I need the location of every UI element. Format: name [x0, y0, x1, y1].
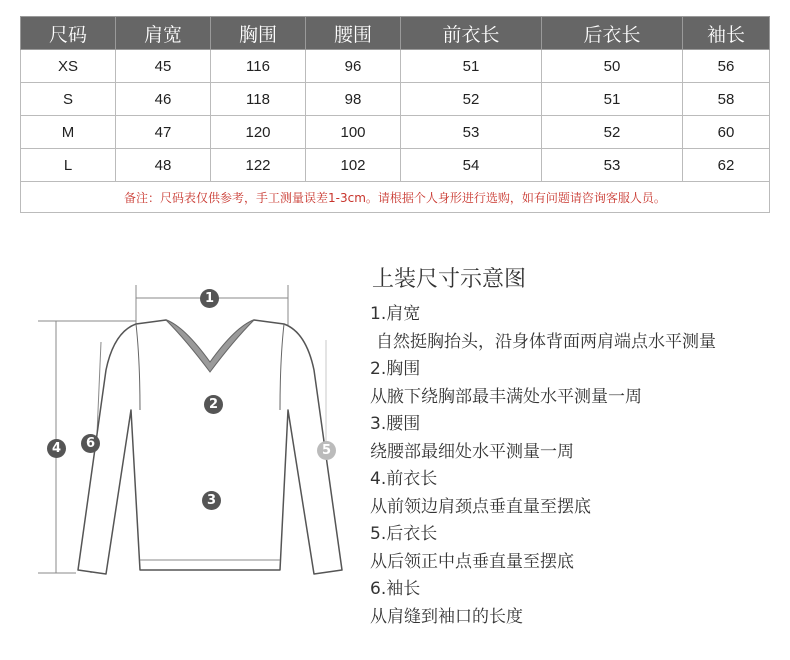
header-shoulder: 肩宽 [116, 17, 211, 50]
marker-3: 3 [202, 491, 221, 510]
table-cell: 60 [683, 116, 770, 149]
table-cell: 100 [306, 116, 401, 149]
guide-item-label: 5.后衣长 [370, 524, 438, 544]
table-cell: 53 [542, 149, 683, 182]
garment-diagram [36, 280, 354, 580]
table-row [21, 116, 770, 149]
table-cell: 58 [683, 83, 770, 116]
header-waist: 腰围 [306, 17, 401, 50]
guide-item-desc: 绕腰部最细处水平测量一周 [370, 441, 574, 462]
table-cell: 116 [211, 50, 306, 83]
header-back-length: 后衣长 [542, 17, 683, 50]
marker-1: 1 [200, 289, 219, 308]
header-front-length: 前衣长 [401, 17, 542, 50]
table-cell: 51 [542, 83, 683, 116]
table-cell: M [21, 116, 116, 149]
marker-4: 4 [47, 439, 66, 458]
table-cell: 48 [116, 149, 211, 182]
guide-item-desc: 从腋下绕胸部最丰满处水平测量一周 [370, 386, 642, 407]
table-cell: 51 [401, 50, 542, 83]
marker-2: 2 [204, 395, 223, 414]
table-cell: L [21, 149, 116, 182]
table-cell: XS [21, 50, 116, 83]
guide-item-label: 1.肩宽 [370, 304, 421, 324]
table-cell: 98 [306, 83, 401, 116]
sweater-outline [36, 280, 354, 580]
table-cell: 96 [306, 50, 401, 83]
header-size: 尺码 [21, 17, 116, 50]
header-sleeve: 袖长 [683, 17, 770, 50]
table-cell: 62 [683, 149, 770, 182]
table-cell: 52 [542, 116, 683, 149]
guide-item-desc: 从前领边肩颈点垂直量至摆底 [370, 496, 591, 517]
table-cell: 56 [683, 50, 770, 83]
header-chest: 胸围 [211, 17, 306, 50]
table-row [21, 50, 770, 83]
guide-item-desc: 从肩缝到袖口的长度 [370, 606, 523, 627]
table-cell: 122 [211, 149, 306, 182]
table-row [21, 149, 770, 182]
table-cell: 46 [116, 83, 211, 116]
diagram-title: 上装尺寸示意图 [372, 267, 527, 292]
measurement-guide [370, 301, 780, 631]
table-cell: 53 [401, 116, 542, 149]
table-header-row [21, 17, 770, 50]
guide-item-label: 6.袖长 [370, 579, 421, 599]
table-note: 备注：尺码表仅供参考，手工测量误差1-3cm。请根据个人身形进行选购，如有问题请咨询客服人员。 [21, 182, 770, 213]
guide-item-desc: 自然挺胸抬头，沿身体背面两肩端点水平测量 [376, 331, 716, 352]
guide-item-desc: 从后领正中点垂直量至摆底 [370, 551, 574, 572]
table-cell: 118 [211, 83, 306, 116]
size-chart-table [20, 16, 770, 213]
guide-item-label: 3.腰围 [370, 414, 421, 434]
table-cell: 45 [116, 50, 211, 83]
guide-item-label: 4.前衣长 [370, 469, 438, 489]
table-row [21, 83, 770, 116]
guide-item-label: 2.胸围 [370, 359, 421, 379]
table-cell: 50 [542, 50, 683, 83]
table-cell: 47 [116, 116, 211, 149]
table-cell: S [21, 83, 116, 116]
marker-6: 6 [81, 434, 100, 453]
table-cell: 52 [401, 83, 542, 116]
marker-5: 5 [317, 441, 336, 460]
table-cell: 102 [306, 149, 401, 182]
table-note-row [21, 182, 770, 213]
table-cell: 54 [401, 149, 542, 182]
table-cell: 120 [211, 116, 306, 149]
